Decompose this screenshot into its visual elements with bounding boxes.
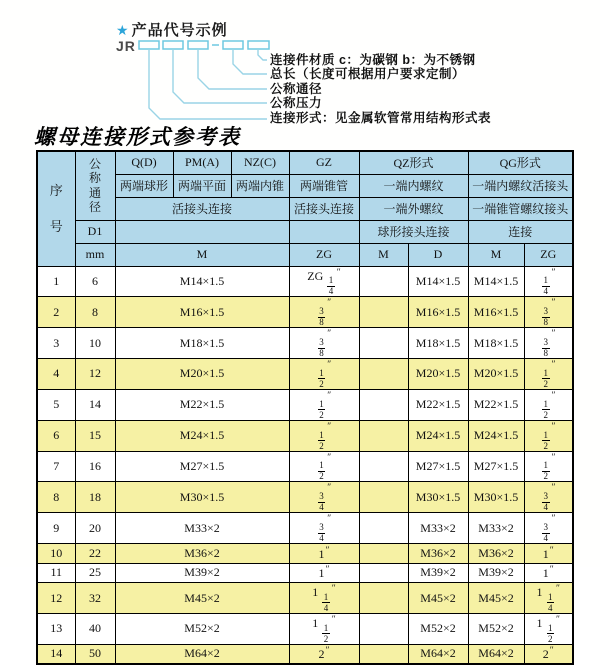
cell-qg_m: M27×1.5 xyxy=(468,451,524,482)
cell-m: M14×1.5 xyxy=(115,266,289,297)
table-row xyxy=(37,389,573,420)
cell-qg_m: M14×1.5 xyxy=(468,266,524,297)
header-form-qd: Q(D) xyxy=(115,151,173,174)
label-connection: 连接形式：见金属软管常用结构形式表 xyxy=(270,111,492,125)
cell-gz: 1″ xyxy=(289,563,359,583)
cell-qg_zg: 1 $\frac{1}{4}$ ″ xyxy=(524,583,573,614)
cell-seq: 5 xyxy=(37,389,75,420)
header-unit-qz-d: D xyxy=(408,243,468,266)
code-box-2 xyxy=(163,41,183,49)
cell-dn: 16 xyxy=(75,451,115,482)
header-dn: 公 称 通 径 xyxy=(75,151,115,220)
cell-dn: 50 xyxy=(75,644,115,664)
cell-m: M64×2 xyxy=(115,644,289,664)
header-form-qg: QG形式 xyxy=(468,151,573,174)
cell-m: M20×1.5 xyxy=(115,359,289,390)
cell-m: M36×2 xyxy=(115,544,289,564)
cell-dn: 25 xyxy=(75,563,115,583)
cell-m: M45×2 xyxy=(115,583,289,614)
cell-qg_zg: 1 $\frac{1}{2}$ ″ xyxy=(524,613,573,644)
reference-table xyxy=(36,150,574,665)
cell-qg_zg: $\frac{1}{2}$ ″ xyxy=(524,389,573,420)
cell-dn: 32 xyxy=(75,583,115,614)
code-box-4 xyxy=(223,41,243,49)
header-seq: 序 号 xyxy=(37,151,75,266)
cell-gz: $\frac{1}{2}$ ″ xyxy=(289,389,359,420)
header-ball-joint: 球形接头连接 xyxy=(359,220,468,243)
cell-seq: 8 xyxy=(37,482,75,513)
cell-seq: 11 xyxy=(37,563,75,583)
cell-qg_zg: $\frac{1}{2}$ ″ xyxy=(524,451,573,482)
table-header xyxy=(37,151,573,266)
cell-qg_zg: 2″ xyxy=(524,644,573,664)
cell-m: M39×2 xyxy=(115,563,289,583)
callout-line-5 xyxy=(258,49,267,60)
header-end-gz: 两端锥管 xyxy=(289,174,359,197)
cell-m: M16×1.5 xyxy=(115,297,289,328)
label-length: 总长（长度可根据用户要求定制） xyxy=(270,67,466,81)
cell-dn: 6 xyxy=(75,266,115,297)
cell-seq: 10 xyxy=(37,544,75,564)
header-form-gz: GZ xyxy=(289,151,359,174)
header-d1-blank-gz xyxy=(289,220,359,243)
cell-qz_m xyxy=(359,389,408,420)
cell-qz_d: M20×1.5 xyxy=(408,359,468,390)
cell-qg_zg: $\frac{1}{2}$ ″ xyxy=(524,420,573,451)
header-end-qz: 一端内螺纹 xyxy=(359,174,468,197)
table-title: 螺母连接形式参考表 xyxy=(34,124,241,149)
table-row xyxy=(37,583,573,614)
table-row xyxy=(37,328,573,359)
cell-gz: $\frac{3}{8}$ ″ xyxy=(289,297,359,328)
cell-qz_d: M18×1.5 xyxy=(408,328,468,359)
cell-dn: 20 xyxy=(75,513,115,544)
cell-m: M52×2 xyxy=(115,613,289,644)
header-joint-union: 活接头连接 xyxy=(115,197,289,220)
cell-qz_m xyxy=(359,328,408,359)
diagram-heading-text: 产品代号示例 xyxy=(131,22,228,39)
cell-qg_m: M22×1.5 xyxy=(468,389,524,420)
header-unit-m: M xyxy=(115,243,289,266)
cell-qz_d: M36×2 xyxy=(408,544,468,564)
cell-qg_zg: $\frac{3}{8}$ ″ xyxy=(524,297,573,328)
cell-dn: 12 xyxy=(75,359,115,390)
header-unit-qg-m: M xyxy=(468,243,524,266)
cell-gz: 2″ xyxy=(289,644,359,664)
cell-qz_d: M27×1.5 xyxy=(408,451,468,482)
cell-qz_d: M16×1.5 xyxy=(408,297,468,328)
cell-seq: 4 xyxy=(37,359,75,390)
cell-qz_m xyxy=(359,644,408,664)
cell-qz_m xyxy=(359,266,408,297)
label-material: 连接件材质 c：为碳钢 b：为不锈钢 xyxy=(270,53,476,67)
table-row xyxy=(37,266,573,297)
table-row xyxy=(37,482,573,513)
header-unit-mm: mm xyxy=(75,243,115,266)
cell-dn: 14 xyxy=(75,389,115,420)
cell-qg_m: M16×1.5 xyxy=(468,297,524,328)
header-end-nzc: 两端内锥 xyxy=(231,174,289,197)
cell-qg_zg: $\frac{1}{2}$ ″ xyxy=(524,359,573,390)
cell-gz: $\frac{3}{4}$ ″ xyxy=(289,482,359,513)
code-box-3 xyxy=(188,41,208,49)
cell-qg_m: M52×2 xyxy=(468,613,524,644)
cell-qg_zg: $\frac{3}{4}$ ″ xyxy=(524,482,573,513)
header-end-qg: 一端内螺纹活接头 xyxy=(468,174,573,197)
header-row-joint xyxy=(37,197,573,220)
cell-gz: $\frac{3}{8}$ ″ xyxy=(289,328,359,359)
cell-qz_m xyxy=(359,482,408,513)
cell-qz_m xyxy=(359,513,408,544)
cell-seq: 6 xyxy=(37,420,75,451)
callout-line-4 xyxy=(233,49,267,74)
cell-m: M33×2 xyxy=(115,513,289,544)
cell-seq: 9 xyxy=(37,513,75,544)
table-body xyxy=(37,266,573,664)
cell-seq: 12 xyxy=(37,583,75,614)
cell-qz_d: M14×1.5 xyxy=(408,266,468,297)
table-row xyxy=(37,563,573,583)
header-row-units xyxy=(37,243,573,266)
cell-qz_m xyxy=(359,583,408,614)
table-row xyxy=(37,544,573,564)
cell-qz_d: M39×2 xyxy=(408,563,468,583)
cell-qg_m: M36×2 xyxy=(468,544,524,564)
cell-qz_m xyxy=(359,359,408,390)
cell-qz_m xyxy=(359,420,408,451)
header-joint-qz: 一端外螺纹 xyxy=(359,197,468,220)
cell-qg_zg: $\frac{3}{8}$ ″ xyxy=(524,328,573,359)
cell-qg_zg: $\frac{3}{4}$ ″ xyxy=(524,513,573,544)
star-icon: ★ xyxy=(116,22,130,38)
cell-gz: 1 $\frac{1}{2}$ ″ xyxy=(289,613,359,644)
header-unit-qg-zg: ZG xyxy=(524,243,573,266)
cell-m: M18×1.5 xyxy=(115,328,289,359)
cell-qz_d: M30×1.5 xyxy=(408,482,468,513)
table-row xyxy=(37,451,573,482)
cell-qg_m: M30×1.5 xyxy=(468,482,524,513)
cell-gz: $\frac{3}{4}$ ″ xyxy=(289,513,359,544)
cell-dn: 22 xyxy=(75,544,115,564)
header-joint-gz: 活接头连接 xyxy=(289,197,359,220)
cell-qz_m xyxy=(359,613,408,644)
cell-m: M27×1.5 xyxy=(115,451,289,482)
cell-m: M30×1.5 xyxy=(115,482,289,513)
cell-gz: $\frac{1}{2}$ ″ xyxy=(289,359,359,390)
cell-qg_m: M45×2 xyxy=(468,583,524,614)
header-row-d1 xyxy=(37,220,573,243)
cell-seq: 14 xyxy=(37,644,75,664)
header-row-ends xyxy=(37,174,573,197)
table-row xyxy=(37,297,573,328)
cell-qz_d: M52×2 xyxy=(408,613,468,644)
cell-seq: 3 xyxy=(37,328,75,359)
cell-qz_m xyxy=(359,297,408,328)
cell-qz_m xyxy=(359,451,408,482)
cell-m: M22×1.5 xyxy=(115,389,289,420)
header-d1: D1 xyxy=(75,220,115,243)
header-form-qz: QZ形式 xyxy=(359,151,468,174)
cell-seq: 7 xyxy=(37,451,75,482)
table-row xyxy=(37,420,573,451)
callout-line-1 xyxy=(149,49,267,119)
table-row xyxy=(37,359,573,390)
cell-seq: 13 xyxy=(37,613,75,644)
cell-gz: $\frac{1}{2}$ ″ xyxy=(289,420,359,451)
header-end-qd: 两端球形 xyxy=(115,174,173,197)
cell-qz_d: M22×1.5 xyxy=(408,389,468,420)
cell-qz_d: M45×2 xyxy=(408,583,468,614)
label-pressure: 公称压力 xyxy=(270,96,323,110)
table-row xyxy=(37,644,573,664)
cell-dn: 18 xyxy=(75,482,115,513)
cell-dn: 40 xyxy=(75,613,115,644)
cell-dn: 10 xyxy=(75,328,115,359)
header-d1-blank-left xyxy=(115,220,289,243)
table-row xyxy=(37,513,573,544)
code-prefix: JR xyxy=(116,38,136,54)
cell-dn: 15 xyxy=(75,420,115,451)
cell-qg_m: M20×1.5 xyxy=(468,359,524,390)
callout-line-2 xyxy=(173,49,267,103)
cell-gz: 1″ xyxy=(289,544,359,564)
header-joint-qg: 一端锥管螺纹接头 xyxy=(468,197,573,220)
cell-dn: 8 xyxy=(75,297,115,328)
header-form-nzc: NZ(C) xyxy=(231,151,289,174)
header-row-forms xyxy=(37,151,573,174)
header-connect: 连接 xyxy=(468,220,573,243)
cell-gz: $\frac{1}{2}$ ″ xyxy=(289,451,359,482)
cell-qg_m: M39×2 xyxy=(468,563,524,583)
cell-seq: 2 xyxy=(37,297,75,328)
cell-qz_m xyxy=(359,544,408,564)
table-row xyxy=(37,613,573,644)
cell-gz: ZG $\frac{1}{4}$ ″ xyxy=(289,266,359,297)
label-diameter: 公称通径 xyxy=(270,82,323,96)
code-box-5 xyxy=(248,41,269,49)
cell-m: M24×1.5 xyxy=(115,420,289,451)
cell-qg_m: M18×1.5 xyxy=(468,328,524,359)
header-form-pma: PM(A) xyxy=(173,151,231,174)
code-box-1 xyxy=(139,41,159,49)
cell-qz_d: M24×1.5 xyxy=(408,420,468,451)
cell-qz_d: M33×2 xyxy=(408,513,468,544)
cell-qz_d: M64×2 xyxy=(408,644,468,664)
header-end-pma: 两端平面 xyxy=(173,174,231,197)
header-unit-zg: ZG xyxy=(289,243,359,266)
header-unit-qz-m: M xyxy=(359,243,408,266)
cell-qg_zg: 1″ xyxy=(524,563,573,583)
cell-qg_zg: 1″ xyxy=(524,544,573,564)
cell-qg_zg: $\frac{1}{4}$ ″ xyxy=(524,266,573,297)
cell-qg_m: M64×2 xyxy=(468,644,524,664)
cell-gz: 1 $\frac{1}{4}$ ″ xyxy=(289,583,359,614)
cell-seq: 1 xyxy=(37,266,75,297)
cell-qg_m: M33×2 xyxy=(468,513,524,544)
cell-qg_m: M24×1.5 xyxy=(468,420,524,451)
cell-qz_m xyxy=(359,563,408,583)
